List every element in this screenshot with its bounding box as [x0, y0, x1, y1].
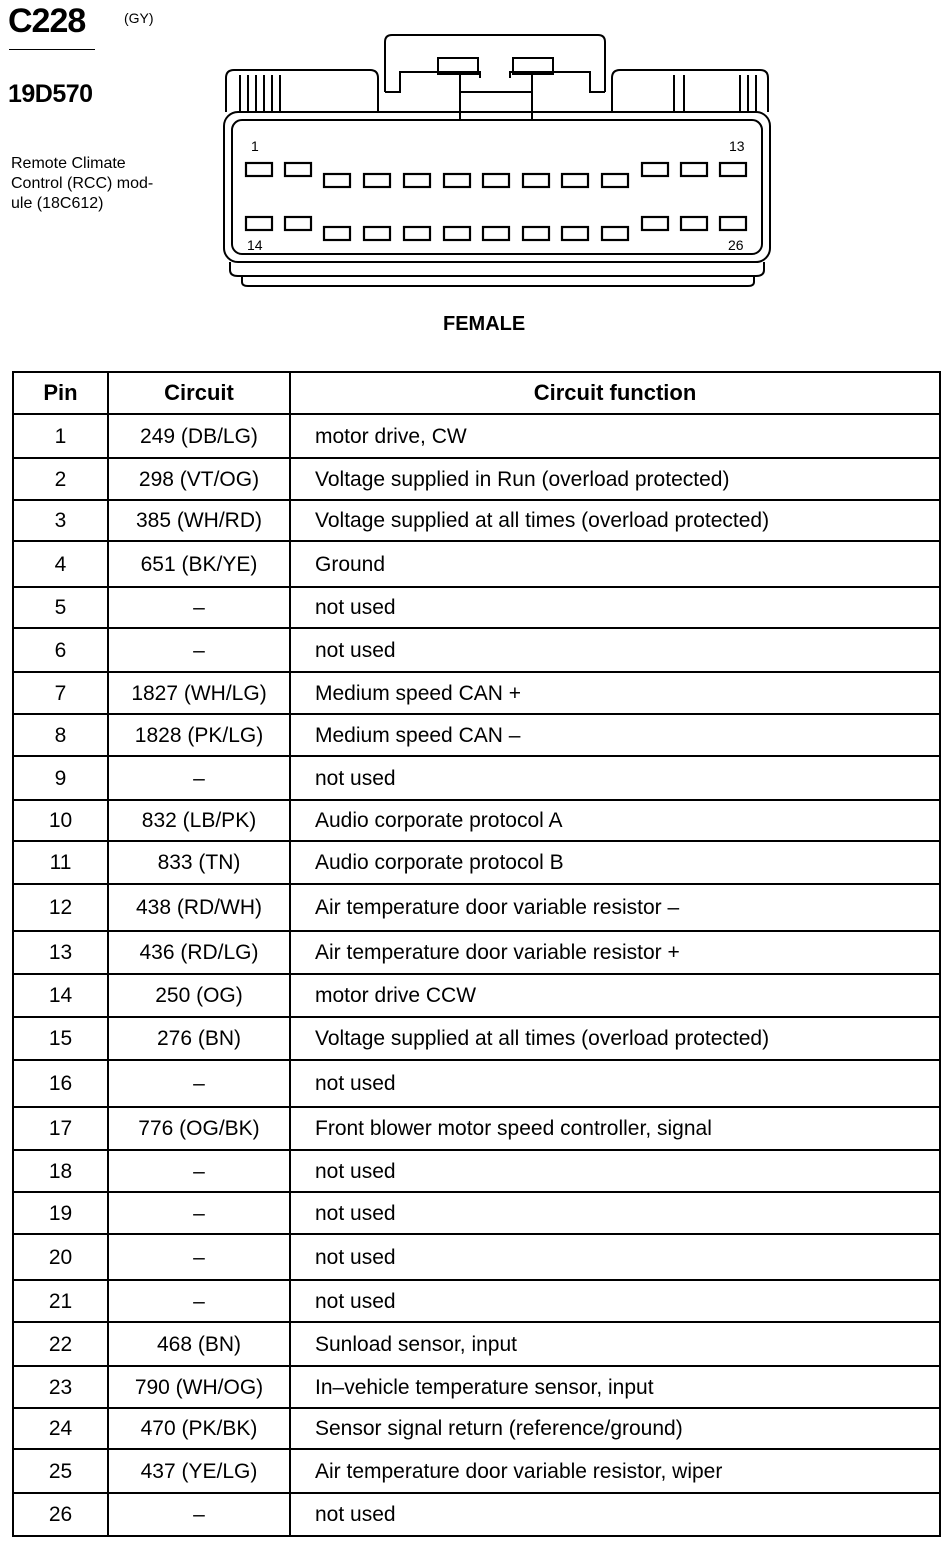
pin-number: 7: [13, 672, 108, 714]
circuit-id: 470 (PK/BK): [108, 1408, 290, 1449]
connector-color-code: (GY): [124, 10, 154, 26]
table-row: [13, 1150, 940, 1192]
module-description-line: Remote Climate: [11, 155, 126, 172]
circuit-function: not used: [290, 1192, 940, 1234]
pin-number: 2: [13, 458, 108, 500]
table-row: [13, 1408, 940, 1449]
circuit-function: not used: [290, 587, 940, 628]
table-row: [13, 974, 940, 1017]
pin-number: 5: [13, 587, 108, 628]
circuit-function: not used: [290, 756, 940, 800]
circuit-id: –: [108, 1493, 290, 1536]
table-row: [13, 756, 940, 800]
table-row: [13, 1017, 940, 1060]
table-row: [13, 1280, 940, 1322]
circuit-function: Sensor signal return (reference/ground): [290, 1408, 940, 1449]
circuit-function: not used: [290, 1280, 940, 1322]
circuit-id: 298 (VT/OG): [108, 458, 290, 500]
pin-label-1: 1: [251, 138, 259, 154]
pin-number: 6: [13, 628, 108, 672]
table-row: [13, 628, 940, 672]
circuit-function: In–vehicle temperature sensor, input: [290, 1366, 940, 1408]
table-row: [13, 931, 940, 974]
circuit-function: Audio corporate protocol B: [290, 841, 940, 884]
circuit-id: 385 (WH/RD): [108, 500, 290, 541]
pin-number: 19: [13, 1192, 108, 1234]
pin-number: 22: [13, 1322, 108, 1366]
header-circuit-function: Circuit function: [290, 372, 940, 414]
pinout-table-body: [13, 414, 940, 1536]
header-circuit: Circuit: [108, 372, 290, 414]
pin-number: 25: [13, 1449, 108, 1493]
circuit-function: Air temperature door variable resistor, wiper: [290, 1449, 940, 1493]
circuit-function: motor drive CCW: [290, 974, 940, 1017]
circuit-id: 832 (LB/PK): [108, 800, 290, 841]
module-description-line: ule (18C612): [11, 195, 104, 212]
circuit-id: 1827 (WH/LG): [108, 672, 290, 714]
table-row: [13, 884, 940, 931]
table-row: [13, 587, 940, 628]
pin-number: 18: [13, 1150, 108, 1192]
circuit-function: not used: [290, 1493, 940, 1536]
header-pin: Pin: [13, 372, 108, 414]
circuit-function: Voltage supplied in Run (overload protected): [290, 458, 940, 500]
circuit-id: 790 (WH/OG): [108, 1366, 290, 1408]
circuit-function: motor drive, CW: [290, 414, 940, 458]
circuit-id: –: [108, 1192, 290, 1234]
circuit-function: Audio corporate protocol A: [290, 800, 940, 841]
circuit-id: –: [108, 628, 290, 672]
circuit-id: 438 (RD/WH): [108, 884, 290, 931]
circuit-id: 250 (OG): [108, 974, 290, 1017]
title-underline: [9, 49, 95, 50]
circuit-id: 1828 (PK/LG): [108, 714, 290, 756]
table-row: [13, 1192, 940, 1234]
pin-number: 10: [13, 800, 108, 841]
table-row: [13, 1322, 940, 1366]
pin-number: 24: [13, 1408, 108, 1449]
pin-label-13: 13: [729, 138, 745, 154]
table-row: [13, 1366, 940, 1408]
circuit-id: –: [108, 587, 290, 628]
pin-number: 16: [13, 1060, 108, 1107]
table-row: [13, 1060, 940, 1107]
pin-number: 9: [13, 756, 108, 800]
table-row: [13, 800, 940, 841]
circuit-function: Front blower motor speed controller, signal: [290, 1107, 940, 1150]
table-row: [13, 1493, 940, 1536]
pin-number: 23: [13, 1366, 108, 1408]
pin-number: 8: [13, 714, 108, 756]
circuit-id: 249 (DB/LG): [108, 414, 290, 458]
table-row: [13, 541, 940, 587]
circuit-id: 468 (BN): [108, 1322, 290, 1366]
connector-face-diagram: [220, 30, 780, 295]
connector-id: C228: [8, 2, 86, 40]
module-description-line: Control (RCC) mod-: [11, 175, 154, 192]
circuit-id: 833 (TN): [108, 841, 290, 884]
circuit-function: Medium speed CAN +: [290, 672, 940, 714]
circuit-id: 651 (BK/YE): [108, 541, 290, 587]
circuit-function: Medium speed CAN –: [290, 714, 940, 756]
pin-number: 17: [13, 1107, 108, 1150]
pin-label-14: 14: [247, 237, 263, 253]
circuit-function: not used: [290, 628, 940, 672]
circuit-id: 436 (RD/LG): [108, 931, 290, 974]
table-row: [13, 1107, 940, 1150]
circuit-id: –: [108, 1280, 290, 1322]
pin-number: 15: [13, 1017, 108, 1060]
circuit-id: 276 (BN): [108, 1017, 290, 1060]
circuit-function: Voltage supplied at all times (overload protected): [290, 1017, 940, 1060]
circuit-function: Ground: [290, 541, 940, 587]
module-description: [11, 154, 181, 214]
pin-number: 1: [13, 414, 108, 458]
circuit-function: Air temperature door variable resistor –: [290, 884, 940, 931]
circuit-function: Air temperature door variable resistor +: [290, 931, 940, 974]
table-row: [13, 672, 940, 714]
table-row: [13, 414, 940, 458]
circuit-id: –: [108, 1150, 290, 1192]
circuit-function: Voltage supplied at all times (overload protected): [290, 500, 940, 541]
pinout-table: [12, 371, 941, 1537]
circuit-function: not used: [290, 1150, 940, 1192]
circuit-id: –: [108, 1234, 290, 1280]
circuit-id: 776 (OG/BK): [108, 1107, 290, 1150]
circuit-function: Sunload sensor, input: [290, 1322, 940, 1366]
pin-number: 26: [13, 1493, 108, 1536]
circuit-function: not used: [290, 1234, 940, 1280]
part-number: 19D570: [8, 80, 93, 108]
pin-label-26: 26: [728, 237, 744, 253]
table-row: [13, 1449, 940, 1493]
circuit-id: 437 (YE/LG): [108, 1449, 290, 1493]
pin-number: 20: [13, 1234, 108, 1280]
pin-number: 11: [13, 841, 108, 884]
pin-number: 3: [13, 500, 108, 541]
table-row: [13, 500, 940, 541]
table-row: [13, 458, 940, 500]
table-row: [13, 841, 940, 884]
pin-number: 14: [13, 974, 108, 1017]
pin-number: 12: [13, 884, 108, 931]
pin-number: 21: [13, 1280, 108, 1322]
circuit-function: not used: [290, 1060, 940, 1107]
circuit-id: –: [108, 1060, 290, 1107]
table-row: [13, 1234, 940, 1280]
circuit-id: –: [108, 756, 290, 800]
pin-number: 13: [13, 931, 108, 974]
table-row: [13, 714, 940, 756]
gender-label: FEMALE: [443, 313, 526, 335]
pin-number: 4: [13, 541, 108, 587]
table-header-row: [13, 372, 940, 414]
